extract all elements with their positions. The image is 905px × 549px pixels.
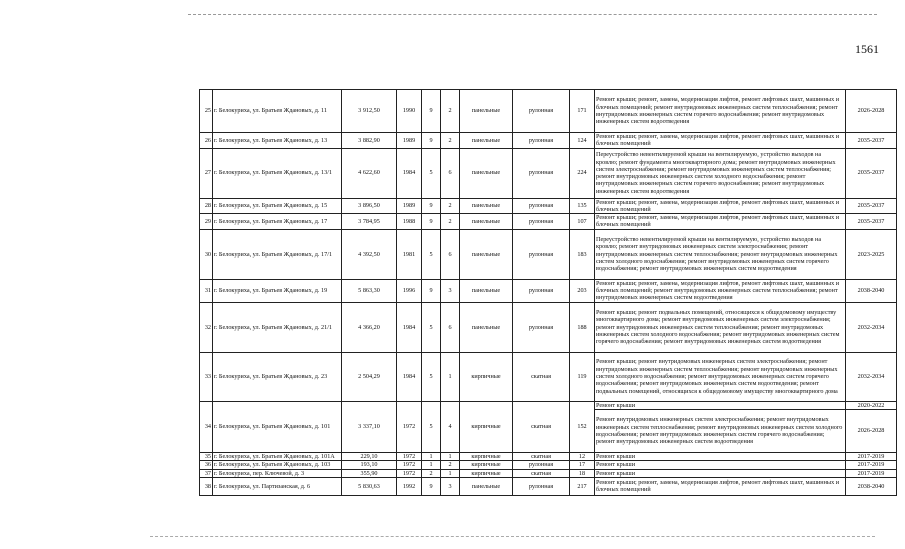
work-description-cell: Ремонт крыши; ремонт подвальных помещений, относящихся к общедомовому имуществу многоквартирного дома; ремонт внутридомовых инженерных систем электроснабжения; ремонт внутридомовых инженерных систем теплоснабжения; ремонт внутридомовых инженерных систем холодного водоснабжения; ремонт внутридомовых инженерных систем горячего водоснабжения; ремонт внутридомовых инженерных систем водоотведения xyxy=(595,302,846,352)
floors-cell: 1 xyxy=(422,452,441,460)
entrances-cell: 3 xyxy=(441,477,460,495)
roof-type-cell: скатная xyxy=(513,469,570,477)
address-cell: г. Белокуриха, ул. Братьев Ждановых, д. 23 xyxy=(213,352,342,401)
year-cell: 1990 xyxy=(397,90,422,133)
row-number: 25 xyxy=(200,90,213,133)
walls-material-cell: кирпичные xyxy=(460,401,513,452)
row-number: 34 xyxy=(200,401,213,452)
area-cell: 193,10 xyxy=(342,461,397,469)
area-cell: 3 912,50 xyxy=(342,90,397,133)
period-cell: 2035-2037 xyxy=(846,214,897,230)
floors-cell: 9 xyxy=(422,214,441,230)
cost-cell: 224 xyxy=(570,148,595,198)
floors-cell: 9 xyxy=(422,133,441,149)
walls-material-cell: панельные xyxy=(460,302,513,352)
year-cell: 1972 xyxy=(397,461,422,469)
cost-cell: 119 xyxy=(570,352,595,401)
address-cell: г. Белокуриха, ул. Братьев Ждановых, д. 17/1 xyxy=(213,229,342,279)
table-row xyxy=(200,461,897,469)
entrances-cell: 1 xyxy=(441,352,460,401)
roof-type-cell: скатная xyxy=(513,401,570,452)
area-cell: 3 896,50 xyxy=(342,198,397,214)
roof-type-cell: рулонная xyxy=(513,461,570,469)
period-cell: 2017-2019 xyxy=(846,461,897,469)
floors-cell: 9 xyxy=(422,279,441,302)
work-description-cell: Ремонт крыши xyxy=(595,452,846,460)
address-cell: г. Белокуриха, пер. Ключевой, д. 3 xyxy=(213,469,342,477)
walls-material-cell: кирпичные xyxy=(460,461,513,469)
table-row xyxy=(200,352,897,401)
entrances-cell: 1 xyxy=(441,469,460,477)
table-row xyxy=(200,90,897,133)
entrances-cell: 6 xyxy=(441,229,460,279)
year-cell: 1984 xyxy=(397,352,422,401)
row-number: 35 xyxy=(200,452,213,460)
period-cell: 2038-2040 xyxy=(846,279,897,302)
work-description-cell: Ремонт крыши; ремонт, замена, модернизация лифтов, ремонт лифтовых шахт, машинных и блочных помещений xyxy=(595,214,846,230)
period-cell: 2035-2037 xyxy=(846,148,897,198)
cost-cell: 217 xyxy=(570,477,595,495)
year-cell: 1989 xyxy=(397,133,422,149)
area-cell: 5 830,63 xyxy=(342,477,397,495)
entrances-cell: 1 xyxy=(441,452,460,460)
table-row xyxy=(200,133,897,149)
floors-cell: 1 xyxy=(422,461,441,469)
period-cell: 2026-2028 xyxy=(846,90,897,133)
entrances-cell: 6 xyxy=(441,148,460,198)
cost-cell: 17 xyxy=(570,461,595,469)
table-row xyxy=(200,214,897,230)
year-cell: 1981 xyxy=(397,229,422,279)
floors-cell: 5 xyxy=(422,352,441,401)
address-cell: г. Белокуриха, ул. Братьев Ждановых, д. 15 xyxy=(213,198,342,214)
roof-type-cell: рулонная xyxy=(513,477,570,495)
scan-edge-bottom xyxy=(150,536,875,537)
period-cell: 2023-2025 xyxy=(846,229,897,279)
area-cell: 2 504,29 xyxy=(342,352,397,401)
row-number: 37 xyxy=(200,469,213,477)
floors-cell: 9 xyxy=(422,90,441,133)
table-row xyxy=(200,279,897,302)
work-description-cell: Ремонт крыши; ремонт, замена, модернизация лифтов, ремонт лифтовых шахт, машинных и блочных помещений xyxy=(595,133,846,149)
walls-material-cell: панельные xyxy=(460,477,513,495)
cost-cell: 12 xyxy=(570,452,595,460)
address-cell: г. Белокуриха, ул. Братьев Ждановых, д. 13/1 xyxy=(213,148,342,198)
entrances-cell: 6 xyxy=(441,302,460,352)
roof-type-cell: рулонная xyxy=(513,302,570,352)
table-row xyxy=(200,401,897,409)
work-description-cell: Ремонт крыши; ремонт внутридомовых инженерных систем электроснабжения; ремонт внутридомовых инженерных систем теплоснабжения; ремонт внутридомовых инженерных систем холодного водоснабжения; ремонт внутридомовых инженерных систем горячего водоснабжения; ремонт внутридомовых инженерных систем водоотведения; ремонт подвальных помещений, относящихся к общедомовому имуществу многоквартирного дома xyxy=(595,352,846,401)
repair-schedule-table xyxy=(199,89,897,496)
row-number: 30 xyxy=(200,229,213,279)
work-description-cell: Ремонт крыши; ремонт, замена, модернизация лифтов, ремонт лифтовых шахт, машинных и блочных помещений xyxy=(595,198,846,214)
address-cell: г. Белокуриха, ул. Братьев Ждановых, д. 21/1 xyxy=(213,302,342,352)
address-cell: г. Белокуриха, ул. Братьев Ждановых, д. 17 xyxy=(213,214,342,230)
work-description-cell: Ремонт крыши xyxy=(595,401,846,409)
year-cell: 1992 xyxy=(397,477,422,495)
period-cell: 2035-2037 xyxy=(846,133,897,149)
period-cell: 2026-2028 xyxy=(846,409,897,452)
cost-cell: 171 xyxy=(570,90,595,133)
walls-material-cell: панельные xyxy=(460,198,513,214)
roof-type-cell: скатная xyxy=(513,352,570,401)
address-cell: г. Белокуриха, ул. Братьев Ждановых, д. 13 xyxy=(213,133,342,149)
floors-cell: 9 xyxy=(422,198,441,214)
table-row xyxy=(200,477,897,495)
period-cell: 2032-2034 xyxy=(846,302,897,352)
walls-material-cell: панельные xyxy=(460,229,513,279)
table-row xyxy=(200,148,897,198)
row-number: 33 xyxy=(200,352,213,401)
area-cell: 4 392,50 xyxy=(342,229,397,279)
area-cell: 3 337,10 xyxy=(342,401,397,452)
roof-type-cell: рулонная xyxy=(513,148,570,198)
entrances-cell: 2 xyxy=(441,198,460,214)
area-cell: 4 622,60 xyxy=(342,148,397,198)
work-description-cell: Ремонт внутридомовых инженерных систем электроснабжения; ремонт внутридомовых инженерных систем теплоснабжения; ремонт внутридомовых инженерных систем холодного водоснабжения; ремонт внутридомовых инженерных систем горячего водоснабжения; ремонт внутридомовых инженерных систем водоотведения xyxy=(595,409,846,452)
cost-cell: 188 xyxy=(570,302,595,352)
scan-edge-top xyxy=(188,14,877,15)
address-cell: г. Белокуриха, ул. Братьев Ждановых, д. 11 xyxy=(213,90,342,133)
area-cell: 3 784,95 xyxy=(342,214,397,230)
table-row xyxy=(200,302,897,352)
table-row xyxy=(200,469,897,477)
work-description-cell: Переустройство невентилируемой крыши на вентилируемую, устройство выходов на кровлю; ремонт внутридомовых инженерных систем электроснабжения; ремонт внутридомовых инженерных систем теплоснабжения; ремонт внутридомовых инженерных систем холодного водоснабжения; ремонт внутридомовых инженерных систем горячего водоснабжения; ремонт внутридомовых инженерных систем водоотведения xyxy=(595,229,846,279)
year-cell: 1972 xyxy=(397,469,422,477)
period-cell: 2038-2040 xyxy=(846,477,897,495)
walls-material-cell: панельные xyxy=(460,133,513,149)
year-cell: 1996 xyxy=(397,279,422,302)
year-cell: 1988 xyxy=(397,214,422,230)
row-number: 36 xyxy=(200,461,213,469)
page-number: 1561 xyxy=(855,42,879,56)
year-cell: 1989 xyxy=(397,198,422,214)
address-cell: г. Белокуриха, ул. Братьев Ждановых, д. 101 xyxy=(213,401,342,452)
area-cell: 3 882,90 xyxy=(342,133,397,149)
area-cell: 229,10 xyxy=(342,452,397,460)
cost-cell: 135 xyxy=(570,198,595,214)
area-cell: 4 366,20 xyxy=(342,302,397,352)
year-cell: 1972 xyxy=(397,452,422,460)
work-description-cell: Ремонт крыши xyxy=(595,461,846,469)
floors-cell: 9 xyxy=(422,477,441,495)
cost-cell: 18 xyxy=(570,469,595,477)
address-cell: г. Белокуриха, ул. Братьев Ждановых, д. 103 xyxy=(213,461,342,469)
cost-cell: 183 xyxy=(570,229,595,279)
year-cell: 1972 xyxy=(397,401,422,452)
roof-type-cell: рулонная xyxy=(513,214,570,230)
roof-type-cell: рулонная xyxy=(513,133,570,149)
walls-material-cell: панельные xyxy=(460,148,513,198)
work-description-cell: Переустройство невентилируемой крыши на вентилируемую, устройство выходов на кровлю; ремонт фундамента многоквартирного дома; ремонт внутридомовых инженерных систем электроснабжения; ремонт внутридомовых инженерных систем теплоснабжения; ремонт внутридомовых инженерных систем холодного водоснабжения; ремонт внутридомовых инженерных систем горячего водоснабжения; ремонт внутридомовых инженерных систем водоотведения xyxy=(595,148,846,198)
entrances-cell: 4 xyxy=(441,401,460,452)
entrances-cell: 2 xyxy=(441,133,460,149)
roof-type-cell: рулонная xyxy=(513,229,570,279)
cost-cell: 203 xyxy=(570,279,595,302)
row-number: 29 xyxy=(200,214,213,230)
floors-cell: 2 xyxy=(422,469,441,477)
table-row xyxy=(200,229,897,279)
entrances-cell: 3 xyxy=(441,279,460,302)
period-cell: 2020-2022 xyxy=(846,401,897,409)
period-cell: 2032-2034 xyxy=(846,352,897,401)
row-number: 27 xyxy=(200,148,213,198)
address-cell: г. Белокуриха, ул. Братьев Ждановых, д. 101А xyxy=(213,452,342,460)
floors-cell: 5 xyxy=(422,401,441,452)
work-description-cell: Ремонт крыши; ремонт, замена, модернизация лифтов, ремонт лифтовых шахт, машинных и блочных помещений; ремонт внутридомовых инженерных систем теплоснабжения; ремонт внутридомовых инженерных систем водоотведения xyxy=(595,279,846,302)
area-cell: 355,90 xyxy=(342,469,397,477)
address-cell: г. Белокуриха, ул. Партизанская, д. 6 xyxy=(213,477,342,495)
entrances-cell: 2 xyxy=(441,461,460,469)
work-description-cell: Ремонт крыши; ремонт, замена, модернизация лифтов, ремонт лифтовых шахт, машинных и блочных помещений; ремонт внутридомовых инженерных систем теплоснабжения; ремонт внутридомовых инженерных систем горячего водоснабжения; ремонт внутридомовых инженерных систем водоотведения xyxy=(595,90,846,133)
row-number: 28 xyxy=(200,198,213,214)
walls-material-cell: панельные xyxy=(460,214,513,230)
floors-cell: 5 xyxy=(422,148,441,198)
walls-material-cell: кирпичные xyxy=(460,452,513,460)
year-cell: 1984 xyxy=(397,148,422,198)
row-number: 38 xyxy=(200,477,213,495)
cost-cell: 107 xyxy=(570,214,595,230)
period-cell: 2035-2037 xyxy=(846,198,897,214)
area-cell: 5 863,30 xyxy=(342,279,397,302)
period-cell: 2017-2019 xyxy=(846,469,897,477)
table-row xyxy=(200,198,897,214)
cost-cell: 124 xyxy=(570,133,595,149)
table-row xyxy=(200,452,897,460)
entrances-cell: 2 xyxy=(441,90,460,133)
walls-material-cell: кирпичные xyxy=(460,352,513,401)
roof-type-cell: рулонная xyxy=(513,279,570,302)
address-cell: г. Белокуриха, ул. Братьев Ждановых, д. 19 xyxy=(213,279,342,302)
row-number: 26 xyxy=(200,133,213,149)
period-cell: 2017-2019 xyxy=(846,452,897,460)
roof-type-cell: рулонная xyxy=(513,90,570,133)
floors-cell: 5 xyxy=(422,229,441,279)
walls-material-cell: панельные xyxy=(460,90,513,133)
row-number: 31 xyxy=(200,279,213,302)
walls-material-cell: кирпичные xyxy=(460,469,513,477)
entrances-cell: 2 xyxy=(441,214,460,230)
cost-cell: 152 xyxy=(570,401,595,452)
work-description-cell: Ремонт крыши xyxy=(595,469,846,477)
year-cell: 1984 xyxy=(397,302,422,352)
roof-type-cell: скатная xyxy=(513,452,570,460)
roof-type-cell: рулонная xyxy=(513,198,570,214)
work-description-cell: Ремонт крыши; ремонт, замена, модернизация лифтов, ремонт лифтовых шахт, машинных и блочных помещений xyxy=(595,477,846,495)
floors-cell: 5 xyxy=(422,302,441,352)
walls-material-cell: панельные xyxy=(460,279,513,302)
row-number: 32 xyxy=(200,302,213,352)
